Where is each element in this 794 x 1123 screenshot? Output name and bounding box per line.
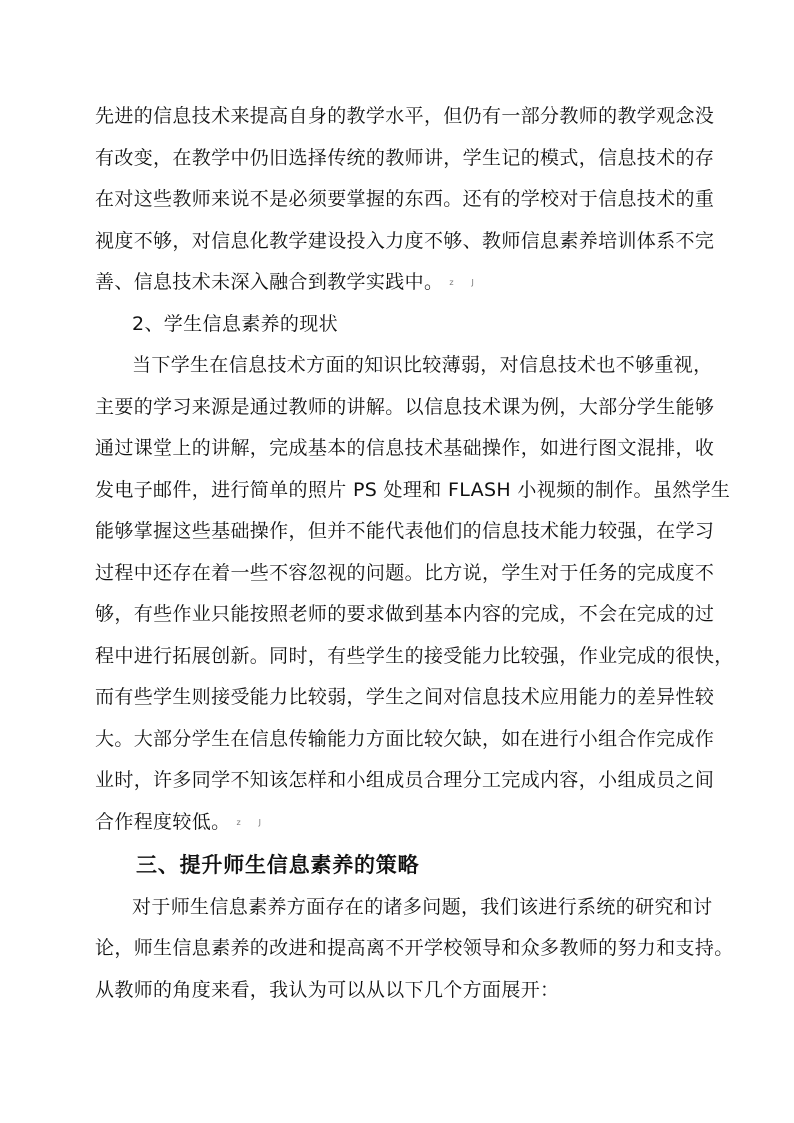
- paragraph-teachers-line-5: [95, 267, 701, 297]
- paragraph-teachers-line-4: 视度不够，对信息化教学建设投入力度不够、教师信息素养培训体系不完: [95, 230, 715, 252]
- paragraph-students-line-8: 程中进行拓展创新。同时，有些学生的接受能力比较强，作业完成的很快，: [95, 645, 734, 667]
- paragraph-students-line-9: 而有些学生则接受能力比较弱，学生之间对信息技术应用能力的差异性较: [95, 686, 715, 708]
- paragraph-teachers-line-5-text: 善、信息技术未深入融合到教学实践中。: [95, 271, 444, 293]
- paragraph-students-line-7: 够，有些作业只能按照老师的要求做到基本内容的完成，不会在完成的过: [95, 603, 715, 625]
- paragraph-students-line-10: 大。大部分学生在信息传输能力方面比较欠缺，如在进行小组合作完成作: [95, 728, 715, 750]
- paragraph-students-line-5: 能够掌握这些基础操作，但并不能代表他们的信息技术能力较强，在学习: [95, 520, 715, 542]
- paragraph-students-line-11: 业时，许多同学不知该怎样和小组成员合理分工完成内容，小组成员之间: [95, 769, 715, 791]
- paragraph-students-line-12-text: 合作程度较低。: [95, 811, 231, 833]
- paragraph-students-line-2: 主要的学习来源是通过教师的讲解。以信息技术课为例，大部分学生能够: [95, 396, 715, 418]
- paragraph-students-line-3: 通过课堂上的讲解，完成基本的信息技术基础操作，如进行图文混排，收: [95, 437, 715, 459]
- paragraph-strategy-line-1: 对于师生信息素养方面存在的诸多问题，我们该进行系统的研究和讨: [132, 896, 713, 918]
- paragraph-strategy-line-2: 论，师生信息素养的改进和提高离不开学校领导和众多教师的努力和支持。: [95, 937, 734, 959]
- paragraph-students-line-4: 发电子邮件，进行简单的照片 PS 处理和 FLASH 小视频的制作。虽然学生: [95, 479, 731, 501]
- paragraph-teachers-line-2: 有改变，在教学中仍旧选择传统的教师讲，学生记的模式，信息技术的存: [95, 147, 715, 169]
- paragraph-teachers-line-1: 先进的信息技术来提高自身的教学水平，但仍有一部分教师的教学观念没: [95, 105, 715, 127]
- paragraph-strategy-line-3: 从教师的角度来看，我认为可以从以下几个方面展开：: [95, 979, 560, 1001]
- paragraph-students-line-6: 过程中还存在着一些不容忽视的问题。比方说，学生对于任务的完成度不: [95, 562, 715, 584]
- revision-marker: z: [236, 817, 241, 827]
- paragraph-students-line-1: 当下学生在信息技术方面的知识比较薄弱，对信息技术也不够重视，: [132, 354, 713, 376]
- paragraph-students-line-12: [95, 807, 701, 837]
- subheading-student-literacy: 2、学生信息素养的现状: [132, 313, 338, 335]
- section-heading-strategies: 三、提升师生信息素养的策略: [136, 853, 420, 877]
- revision-marker: J: [258, 817, 262, 827]
- paragraph-teachers-line-3: 在对这些教师来说不是必须要掌握的东西。还有的学校对于信息技术的重: [95, 188, 715, 210]
- revision-marker: z: [449, 277, 454, 287]
- revision-marker: J: [471, 277, 474, 287]
